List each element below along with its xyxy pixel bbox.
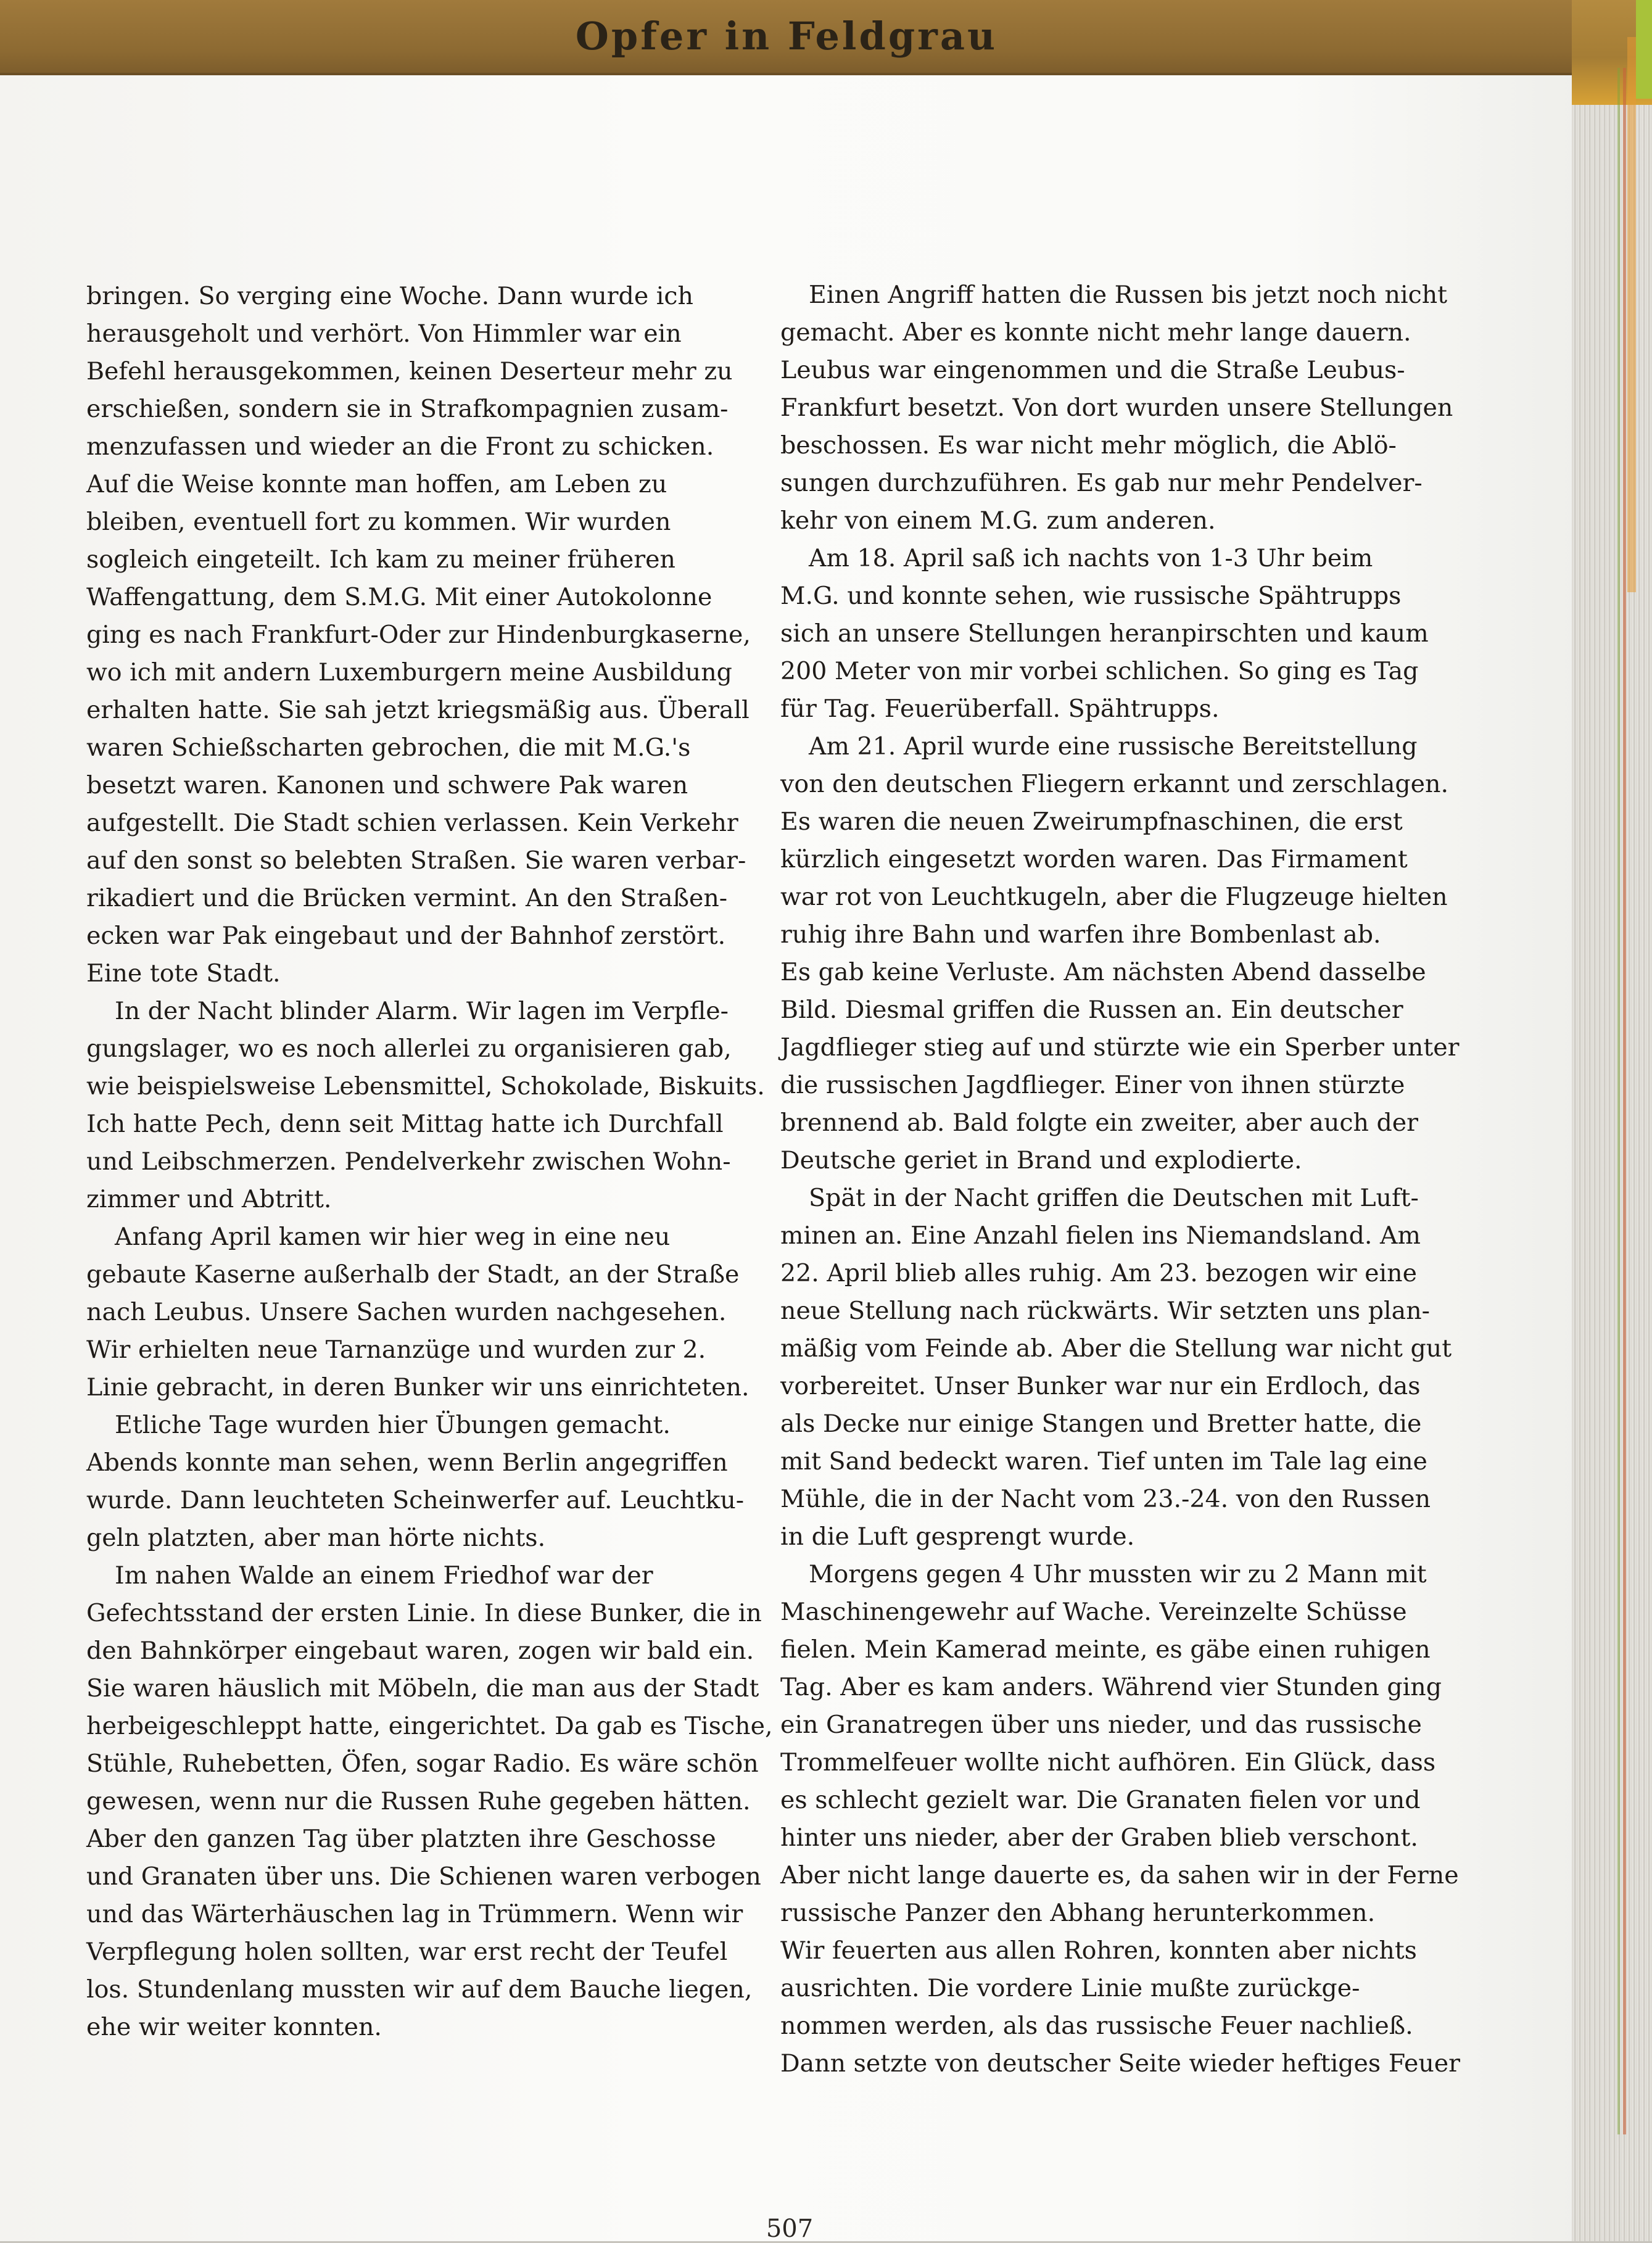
text-line: Leubus war eingenommen und die Straße Leubus- xyxy=(780,356,1405,384)
text-line: Es gab keine Verluste. Am nächsten Abend dasselbe xyxy=(780,958,1426,986)
text-line: Etliche Tage wurden hier Übungen gemacht. xyxy=(115,1411,671,1439)
text-line: Einen Angriff hatten die Russen bis jetzt noch nicht xyxy=(809,281,1448,309)
text-line: und Granaten über uns. Die Schienen waren verbogen xyxy=(86,1862,761,1891)
text-line: Gefechtsstand der ersten Linie. In diese Bunker, die in xyxy=(86,1599,762,1627)
text-line: nommen werden, als das russische Feuer nachließ. xyxy=(780,2012,1413,2040)
text-line: Stühle, Ruhebetten, Öfen, sogar Radio. Es wäre schön xyxy=(86,1749,759,1778)
text-line: los. Stundenlang mussten wir auf dem Bauche liegen, xyxy=(86,1975,753,2004)
text-line: ehe wir weiter konnten. xyxy=(86,2013,382,2041)
text-line: herbeigeschleppt hatte, eingerichtet. Da gab es Tische, xyxy=(86,1712,773,1740)
text-line: Bild. Diesmal griffen die Russen an. Ein deutscher xyxy=(780,996,1403,1024)
text-line: ging es nach Frankfurt-Oder zur Hindenburgkaserne, xyxy=(86,621,751,649)
text-line: Es waren die neuen Zweirumpfnaschinen, die erst xyxy=(780,808,1403,836)
text-line: ein Granatregen über uns nieder, und das russische xyxy=(780,1711,1422,1739)
text-line: Mühle, die in der Nacht vom 23.-24. von den Russen xyxy=(780,1485,1431,1513)
text-line: wie beispielsweise Lebensmittel, Schokolade, Biskuits. xyxy=(86,1072,765,1101)
text-line: in die Luft gesprengt wurde. xyxy=(780,1522,1135,1551)
text-line: neue Stellung nach rückwärts. Wir setzten uns plan- xyxy=(780,1297,1430,1325)
text-line: rikadiert und die Brücken vermint. An den Straßen- xyxy=(86,884,728,912)
text-line: Ich hatte Pech, denn seit Mittag hatte ich Durchfall xyxy=(86,1110,724,1138)
text-line: Jagdflieger stieg auf und stürzte wie ein Sperber unter xyxy=(780,1033,1460,1062)
running-head-title: Opfer in Feldgrau xyxy=(575,14,998,59)
text-line: Im nahen Walde an einem Friedhof war der xyxy=(115,1561,653,1590)
text-line: und das Wärterhäuschen lag in Trümmern. Wenn wir xyxy=(86,1900,743,1928)
text-line: Deutsche geriet in Brand und explodierte. xyxy=(780,1146,1302,1175)
text-line: aufgestellt. Die Stadt schien verlassen. Kein Verkehr xyxy=(86,809,738,837)
text-line: erschießen, sondern sie in Strafkompagnien zusam- xyxy=(86,395,729,423)
text-line: kürzlich eingesetzt worden waren. Das Firmament xyxy=(780,845,1408,874)
color-tab-green-line xyxy=(1617,68,1620,2134)
text-line: gewesen, wenn nur die Russen Ruhe gegeben hätten. xyxy=(86,1787,751,1815)
text-line: waren Schießscharten gebrochen, die mit M.G.'s xyxy=(86,733,691,762)
text-line: als Decke nur einige Stangen und Bretter hatte, die xyxy=(780,1410,1422,1438)
text-line: russische Panzer den Abhang herunterkommen. xyxy=(780,1899,1376,1927)
text-line: bringen. So verging eine Woche. Dann wurde ich xyxy=(86,282,693,310)
text-line: Morgens gegen 4 Uhr mussten wir zu 2 Mann mit xyxy=(809,1560,1427,1588)
page-number: 507 xyxy=(766,2215,814,2243)
text-line: Dann setzte von deutscher Seite wieder heftiges Feuer xyxy=(780,2049,1461,2078)
text-line: besetzt waren. Kanonen und schwere Pak waren xyxy=(86,771,688,799)
text-line: sich an unsere Stellungen heranpirschten und kaum xyxy=(780,619,1429,648)
text-line: Aber nicht lange dauerte es, da sahen wir in der Ferne xyxy=(780,1861,1459,1890)
text-line: von den deutschen Fliegern erkannt und zerschlagen. xyxy=(780,770,1449,798)
text-line: Eine tote Stadt. xyxy=(86,959,281,988)
text-line: M.G. und konnte sehen, wie russische Spähtrupps xyxy=(780,582,1402,610)
text-line: und Leibschmerzen. Pendelverkehr zwischen Wohn- xyxy=(86,1147,731,1176)
text-line: Aber den ganzen Tag über platzten ihre Geschosse xyxy=(86,1825,716,1853)
text-line: ecken war Pak eingebaut und der Bahnhof zerstört. xyxy=(86,922,726,950)
text-line: Tag. Aber es kam anders. Während vier Stunden ging xyxy=(780,1673,1442,1701)
text-line: war rot von Leuchtkugeln, aber die Flugzeuge hielten xyxy=(780,883,1448,911)
text-line: geln platzten, aber man hörte nichts. xyxy=(86,1524,546,1552)
text-line: Abends konnte man sehen, wenn Berlin angegriffen xyxy=(86,1448,728,1477)
text-line: Trommelfeuer wollte nicht aufhören. Ein Glück, dass xyxy=(780,1748,1436,1777)
text-line: auf den sonst so belebten Straßen. Sie waren verbar- xyxy=(86,846,746,875)
page-edges xyxy=(1572,0,1652,2241)
text-line: mäßig vom Feinde ab. Aber die Stellung war nicht gut xyxy=(780,1334,1452,1363)
text-line: Spät in der Nacht griffen die Deutschen mit Luft- xyxy=(809,1184,1419,1212)
text-line: für Tag. Feuerüberfall. Spähtrupps. xyxy=(780,695,1220,723)
text-line: gemacht. Aber es konnte nicht mehr lange dauern. xyxy=(780,318,1411,347)
right-text-column xyxy=(780,276,1471,2083)
text-line: brennend ab. Bald folgte ein zweiter, aber auch der xyxy=(780,1109,1419,1137)
text-line: 200 Meter von mir vorbei schlichen. So ging es Tag xyxy=(780,657,1419,685)
text-line: sogleich eingeteilt. Ich kam zu meiner früheren xyxy=(86,545,675,574)
text-line: 22. April blieb alles ruhig. Am 23. bezogen wir eine xyxy=(780,1259,1417,1287)
text-line: gebaute Kaserne außerhalb der Stadt, an der Straße xyxy=(86,1260,740,1289)
text-line: Am 21. April wurde eine russische Bereitstellung xyxy=(809,732,1418,761)
text-line: wurde. Dann leuchteten Scheinwerfer auf. Leuchtku- xyxy=(86,1486,745,1514)
text-line: Auf die Weise konnte man hoffen, am Leben zu xyxy=(86,470,667,498)
text-line: sungen durchzuführen. Es gab nur mehr Pendelver- xyxy=(780,469,1423,497)
text-line: mit Sand bedeckt waren. Tief unten im Tale lag eine xyxy=(780,1447,1427,1476)
text-line: Anfang April kamen wir hier weg in eine neu xyxy=(115,1223,671,1251)
text-line: wo ich mit andern Luxemburgern meine Ausbildung xyxy=(86,658,732,687)
text-line: hinter uns nieder, aber der Graben blieb verschont. xyxy=(780,1824,1418,1852)
text-line: kehr von einem M.G. zum anderen. xyxy=(780,506,1216,535)
left-text-column xyxy=(86,278,777,2046)
text-line: ausrichten. Die vordere Linie mußte zurückge- xyxy=(780,1974,1360,2002)
text-line: Verpflegung holen sollten, war erst recht der Teufel xyxy=(86,1938,728,1966)
text-line: In der Nacht blinder Alarm. Wir lagen im Verpfle- xyxy=(115,997,729,1025)
text-line: Waffengattung, dem S.M.G. Mit einer Autokolonne xyxy=(86,583,712,611)
text-line: Linie gebracht, in deren Bunker wir uns einrichteten. xyxy=(86,1373,750,1402)
text-line: den Bahnkörper eingebaut waren, zogen wir bald ein. xyxy=(86,1637,754,1665)
text-line: Sie waren häuslich mit Möbeln, die man aus der Stadt xyxy=(86,1674,759,1703)
text-line: bleiben, eventuell fort zu kommen. Wir wurden xyxy=(86,508,671,536)
text-line: es schlecht gezielt war. Die Granaten fielen vor und xyxy=(780,1786,1421,1814)
text-line: nach Leubus. Unsere Sachen wurden nachgesehen. xyxy=(86,1298,727,1326)
text-line: Wir erhielten neue Tarnanzüge und wurden zur 2. xyxy=(86,1336,706,1364)
text-line: erhalten hatte. Sie sah jetzt kriegsmäßig aus. Überall xyxy=(86,696,750,724)
color-tab-orange xyxy=(1627,37,1636,592)
text-line: gungslager, wo es noch allerlei zu organisieren gab, xyxy=(86,1035,732,1063)
color-tab-red xyxy=(1623,68,1626,2134)
text-line: Am 18. April saß ich nachts von 1-3 Uhr beim xyxy=(809,544,1373,572)
text-line: Befehl herausgekommen, keinen Deserteur mehr zu xyxy=(86,357,733,386)
header-band xyxy=(0,0,1573,75)
text-line: ruhig ihre Bahn und warfen ihre Bombenlast ab. xyxy=(780,920,1381,949)
text-line: zimmer und Abtritt. xyxy=(86,1185,332,1213)
text-line: minen an. Eine Anzahl fielen ins Niemandsland. Am xyxy=(780,1221,1421,1250)
text-line: menzufassen und wieder an die Front zu schicken. xyxy=(86,432,714,461)
text-line: die russischen Jagdflieger. Einer von ihnen stürzte xyxy=(780,1071,1405,1099)
text-line: herausgeholt und verhört. Von Himmler war ein xyxy=(86,320,682,348)
color-tab-green xyxy=(1636,0,1652,99)
text-line: Frankfurt besetzt. Von dort wurden unsere Stellungen xyxy=(780,394,1453,422)
text-line: Wir feuerten aus allen Rohren, konnten aber nichts xyxy=(780,1936,1417,1965)
text-line: Maschinengewehr auf Wache. Vereinzelte Schüsse xyxy=(780,1598,1407,1626)
text-line: vorbereitet. Unser Bunker war nur ein Erdloch, das xyxy=(780,1372,1421,1400)
text-line: beschossen. Es war nicht mehr möglich, die Ablö- xyxy=(780,431,1397,460)
text-line: fielen. Mein Kamerad meinte, es gäbe einen ruhigen xyxy=(780,1635,1431,1664)
